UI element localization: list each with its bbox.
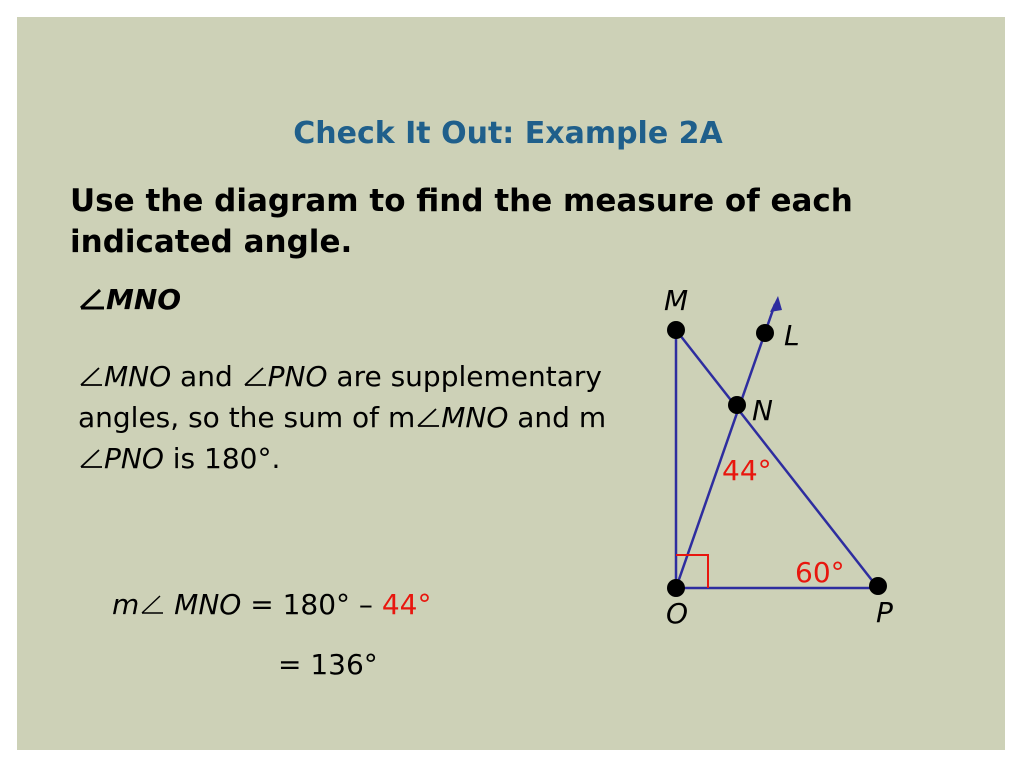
angle-name: PNO (267, 360, 328, 393)
angle-name: PNO (104, 442, 164, 475)
label-L: L (784, 319, 800, 352)
angle-label-P: 60° (795, 556, 845, 589)
given-angle-value: 44° (381, 588, 432, 621)
explanation-part: are supplementary angles, so the sum of m (78, 360, 602, 434)
slide-title: Check It Out: Example 2A (293, 116, 723, 151)
angle-name: MNO (104, 360, 172, 393)
point-P (869, 577, 887, 595)
ray-ON (676, 304, 775, 588)
explanation-part: and m (508, 401, 607, 434)
equation-part: = 180° – (241, 588, 382, 621)
point-M (667, 321, 685, 339)
angle-name: MNO (165, 588, 242, 621)
label-M: M (664, 284, 689, 317)
point-N (728, 396, 746, 414)
label-P: P (876, 596, 893, 629)
ray-arrowhead-icon (770, 296, 782, 312)
equation-line-2: = 136° (278, 648, 378, 681)
target-angle-name: MNO (106, 283, 182, 316)
instruction-text: Use the diagram to find the measure of each indicated angle. (70, 183, 853, 260)
label-O: O (666, 597, 689, 630)
angle-name: MNO (441, 401, 509, 434)
measure-prefix: m (112, 588, 140, 621)
segment-MP (676, 330, 878, 588)
label-N: N (752, 394, 773, 427)
point-O (667, 579, 685, 597)
explanation-part: is 180°. (163, 442, 281, 475)
point-L (756, 324, 774, 342)
angle-label-N: 44° (722, 454, 772, 487)
explanation-part: and (171, 360, 242, 393)
